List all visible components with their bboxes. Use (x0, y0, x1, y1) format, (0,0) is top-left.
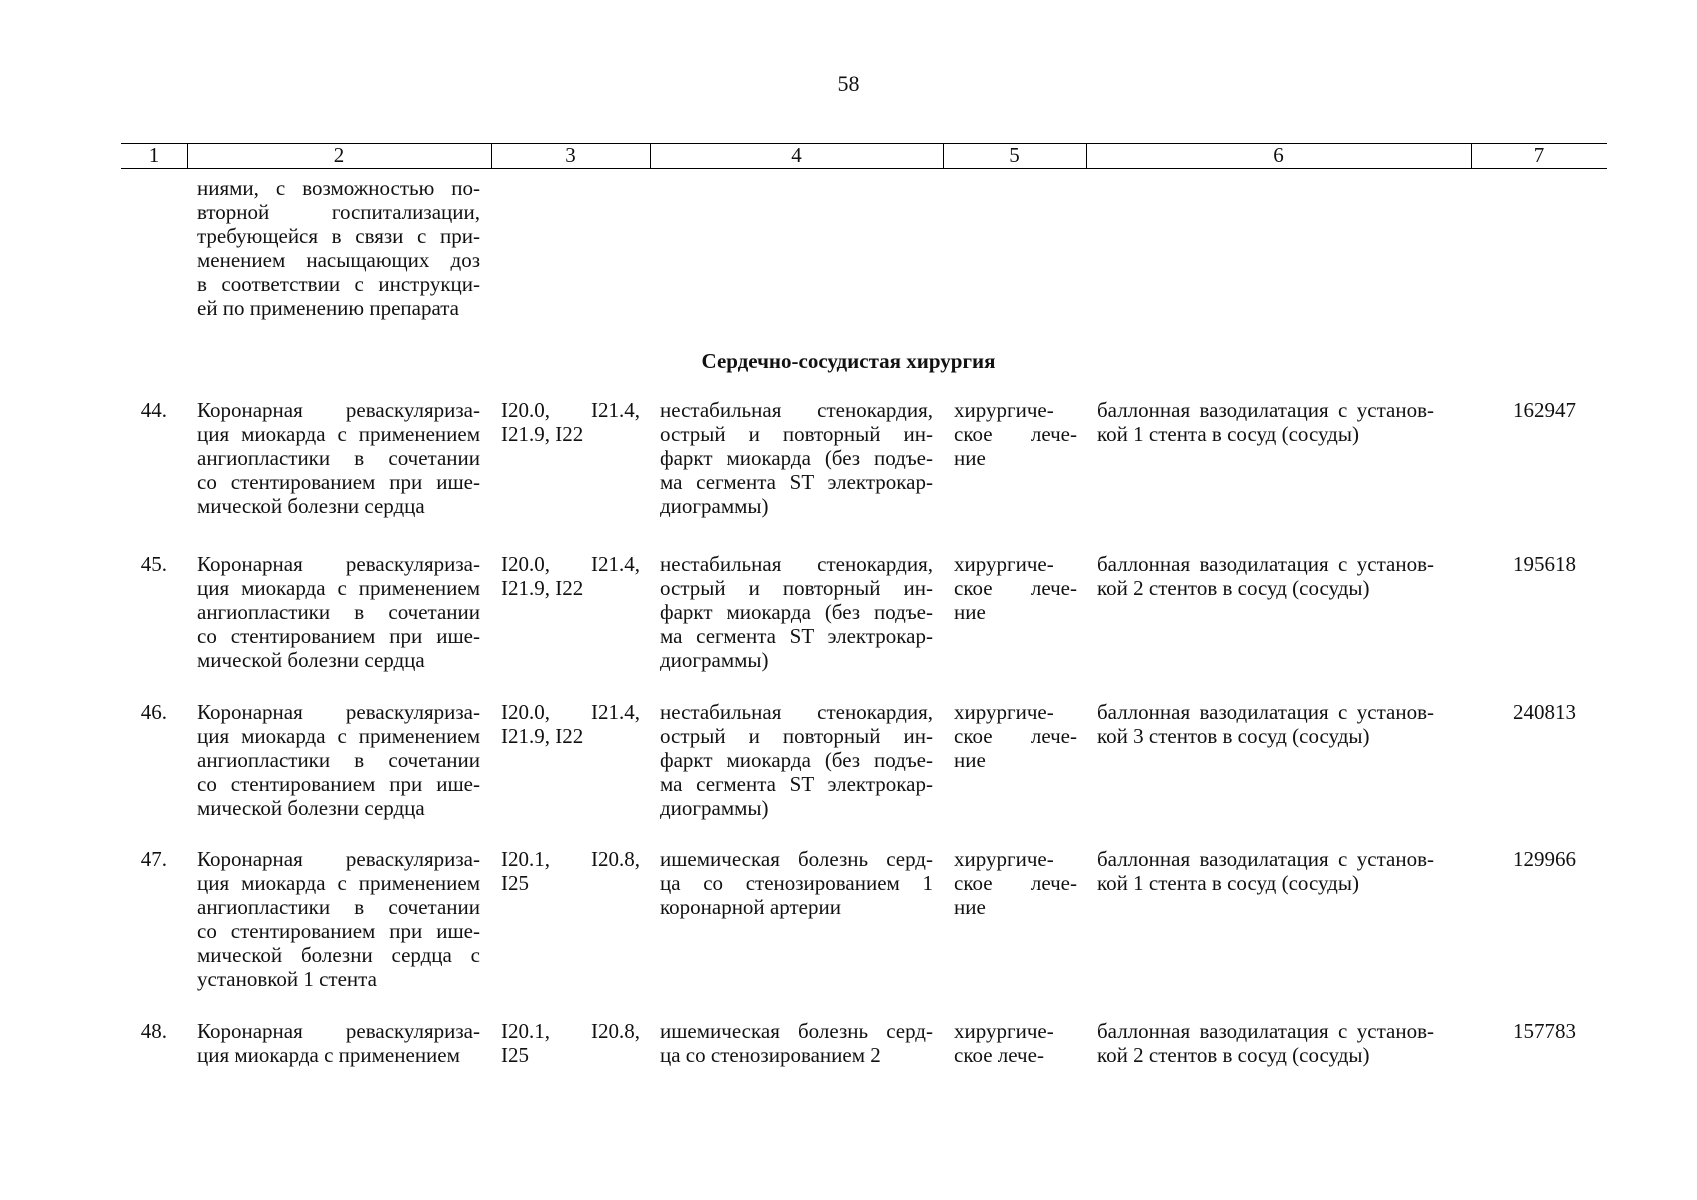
text-line: ское лече- (954, 724, 1077, 748)
text-line: ца со стенозированием 2 (660, 1043, 881, 1067)
text-line: в соответствии с инструкци- (197, 272, 480, 296)
cell-type (954, 398, 1077, 470)
text-line: ция миокарда с применением (197, 871, 480, 895)
text-line: хирургиче- (954, 398, 1054, 422)
cell-cost: 240813 (1513, 700, 1576, 724)
text-line: I21.9, I22 (501, 576, 584, 600)
cell-codes (501, 398, 640, 446)
text-line: ей по применению препарата (197, 296, 460, 320)
cell-cost: 162947 (1513, 398, 1576, 422)
text-line: Коронарная реваскуляриза- (197, 398, 480, 422)
text-line: ние (954, 748, 986, 772)
cell-type (954, 1019, 1077, 1067)
continuation-text (197, 176, 480, 320)
text-line: Коронарная реваскуляриза- (197, 552, 480, 576)
cell-num: 48. (140, 1019, 167, 1043)
cell-type (954, 700, 1077, 772)
text-line: со стентированием при ише- (197, 772, 480, 796)
text-line: I21.9, I22 (501, 724, 584, 748)
column-header-1: 1 (121, 144, 188, 168)
text-line: ция миокарда с применением (197, 576, 480, 600)
text-line: ангиопластики в сочетании (197, 446, 480, 470)
text-line: кой 1 стента в сосуд (сосуды) (1097, 871, 1359, 895)
cell-num: 47. (140, 847, 167, 871)
text-line: ма сегмента ST электрокар- (660, 470, 933, 494)
text-line: со стентированием при ише- (197, 624, 480, 648)
text-line: I25 (501, 871, 529, 895)
text-line: нестабильная стенокардия, (660, 700, 933, 724)
text-line: ангиопластики в сочетании (197, 600, 480, 624)
text-line: ция миокарда с применением (197, 422, 480, 446)
cell-model (660, 398, 933, 518)
text-line: ция миокарда с применением (197, 1043, 460, 1067)
text-line: нестабильная стенокардия, (660, 398, 933, 422)
cell-model (660, 847, 933, 919)
cell-method (1097, 398, 1434, 446)
column-header-6: 6 (1086, 144, 1472, 168)
text-line: хирургиче- (954, 700, 1054, 724)
text-line: со стентированием при ише- (197, 919, 480, 943)
text-line: ское лече- (954, 422, 1077, 446)
text-line: ишемическая болезнь серд- (660, 847, 933, 871)
text-line: острый и повторный ин- (660, 576, 933, 600)
text-line: ское лече- (954, 1043, 1044, 1067)
table-header-row (121, 143, 1607, 169)
cell-codes (501, 847, 640, 895)
text-line: ция миокарда с применением (197, 724, 480, 748)
text-line: I21.9, I22 (501, 422, 584, 446)
cell-num: 44. (140, 398, 167, 422)
text-line: I20.0, I21.4, (501, 700, 640, 724)
text-line: мической болезни сердца (197, 796, 425, 820)
text-line: ское лече- (954, 871, 1077, 895)
text-line: со стентированием при ише- (197, 470, 480, 494)
text-line: баллонная вазодилатация с установ- (1097, 398, 1434, 422)
cell-name (197, 700, 480, 820)
text-line: ние (954, 895, 986, 919)
text-line: диограммы) (660, 648, 769, 672)
text-line: кой 1 стента в сосуд (сосуды) (1097, 422, 1359, 446)
text-line: острый и повторный ин- (660, 422, 933, 446)
text-line: ние (954, 446, 986, 470)
text-line: установкой 1 стента (197, 967, 377, 991)
text-line: острый и повторный ин- (660, 724, 933, 748)
text-line: I20.1, I20.8, (501, 1019, 640, 1043)
text-line: ское лече- (954, 576, 1077, 600)
text-line: Коронарная реваскуляриза- (197, 700, 480, 724)
text-line: I20.0, I21.4, (501, 398, 640, 422)
cell-codes (501, 552, 640, 600)
cell-num: 45. (140, 552, 167, 576)
text-line: Коронарная реваскуляриза- (197, 1019, 480, 1043)
cell-model (660, 1019, 933, 1067)
cell-method (1097, 1019, 1434, 1067)
text-line: ишемическая болезнь серд- (660, 1019, 933, 1043)
text-line: баллонная вазодилатация с установ- (1097, 700, 1434, 724)
text-line: нестабильная стенокардия, (660, 552, 933, 576)
cell-model (660, 552, 933, 672)
cell-model (660, 700, 933, 820)
text-line: фаркт миокарда (без подъе- (660, 446, 933, 470)
text-line: ниями, с возможностью по- (197, 176, 480, 200)
cell-codes (501, 1019, 640, 1067)
text-line: хирургиче- (954, 847, 1054, 871)
cell-type (954, 847, 1077, 919)
text-line: I20.1, I20.8, (501, 847, 640, 871)
text-line: кой 2 стентов в сосуд (сосуды) (1097, 576, 1370, 600)
text-line: мической болезни сердца (197, 648, 425, 672)
text-line: кой 3 стентов в сосуд (сосуды) (1097, 724, 1370, 748)
text-line: ние (954, 600, 986, 624)
cell-cost: 195618 (1513, 552, 1576, 576)
column-header-4: 4 (650, 144, 944, 168)
text-line: диограммы) (660, 796, 769, 820)
cell-cost: 157783 (1513, 1019, 1576, 1043)
column-header-5: 5 (943, 144, 1087, 168)
column-header-3: 3 (491, 144, 651, 168)
cell-cost: 129966 (1513, 847, 1576, 871)
cell-num: 46. (140, 700, 167, 724)
text-line: ангиопластики в сочетании (197, 895, 480, 919)
cell-name (197, 398, 480, 518)
text-line: баллонная вазодилатация с установ- (1097, 1019, 1434, 1043)
column-header-7: 7 (1533, 143, 1545, 167)
text-line: менением насыщающих доз (197, 248, 480, 272)
text-line: мической болезни сердца (197, 494, 425, 518)
text-line: вторной госпитализации, (197, 200, 480, 224)
text-line: коронарной артерии (660, 895, 841, 919)
section-title: Сердечно-сосудистая хирургия (701, 349, 996, 373)
cell-method (1097, 847, 1434, 895)
text-line: хирургиче- (954, 1019, 1054, 1043)
text-line: баллонная вазодилатация с установ- (1097, 847, 1434, 871)
cell-name (197, 552, 480, 672)
text-line: хирургиче- (954, 552, 1054, 576)
text-line: ангиопластики в сочетании (197, 748, 480, 772)
text-line: ца со стенозированием 1 (660, 871, 933, 895)
cell-method (1097, 700, 1434, 748)
cell-method (1097, 552, 1434, 600)
text-line: фаркт миокарда (без подъе- (660, 748, 933, 772)
text-line: I25 (501, 1043, 529, 1067)
text-line: требующейся в связи с при- (197, 224, 480, 248)
text-line: мической болезни сердца с (197, 943, 480, 967)
column-header-2: 2 (187, 144, 492, 168)
text-line: баллонная вазодилатация с установ- (1097, 552, 1434, 576)
text-line: I20.0, I21.4, (501, 552, 640, 576)
text-line: ма сегмента ST электрокар- (660, 772, 933, 796)
cell-type (954, 552, 1077, 624)
cell-name (197, 847, 480, 991)
text-line: фаркт миокарда (без подъе- (660, 600, 933, 624)
cell-name (197, 1019, 480, 1067)
text-line: диограммы) (660, 494, 769, 518)
text-line: Коронарная реваскуляриза- (197, 847, 480, 871)
cell-codes (501, 700, 640, 748)
text-line: кой 2 стентов в сосуд (сосуды) (1097, 1043, 1370, 1067)
text-line: ма сегмента ST электрокар- (660, 624, 933, 648)
page-number: 58 (837, 71, 860, 96)
